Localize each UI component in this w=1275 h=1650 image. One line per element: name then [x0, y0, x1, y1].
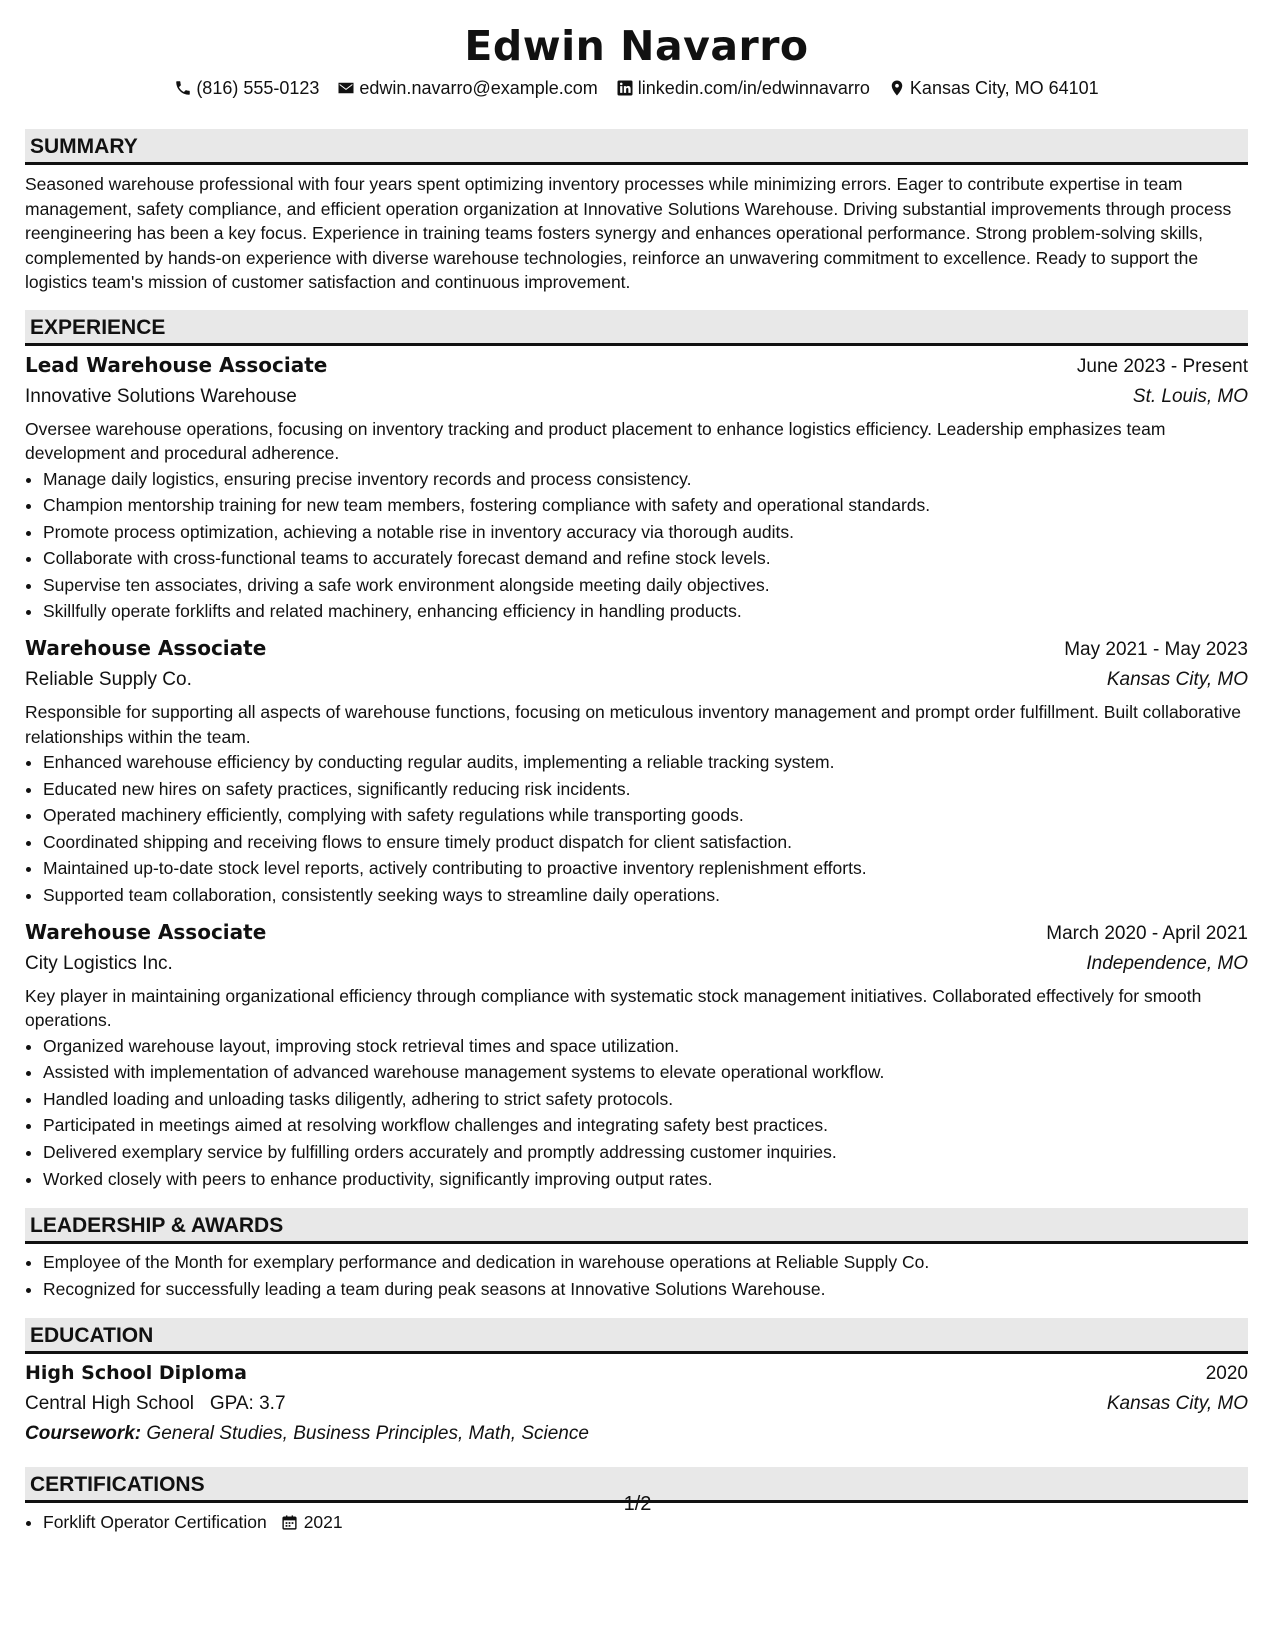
list-item: • Champion mentorship training for new team members, fostering compliance with safety and operational standards.	[43, 492, 1248, 519]
contact-linkedin[interactable]	[616, 76, 870, 100]
location-text: Kansas City, MO 64101	[909, 78, 1099, 98]
contact-phone	[174, 76, 319, 100]
job-location: Kansas City, MO	[1106, 669, 1248, 691]
job-bullets	[25, 749, 1248, 909]
resume-page	[25, 18, 1248, 1536]
section-heading: CERTIFICATIONS	[25, 1467, 1248, 1503]
job-dates: June 2023 - Present	[1076, 355, 1248, 377]
list-item: • Promote process optimization, achieving a notable rise in inventory accuracy via thorough audits.	[43, 519, 1248, 546]
summary-text: Seasoned warehouse professional with four years spent optimizing inventory processes while minimizing errors. Eager to contribute expertise in team management, safety compliance, and efficient operation organization at Innovative Solutions Warehouse. Driving substantial improvements through process reengineering has been a key focus. Experience in training teams fosters synergy and enhances operational performance. Strong problem-solving skills, complemented by hands-on experience with diverse warehouse technologies, reinforce an unwavering commitment to excellence. Ready to support the logistics team's mission of customer satisfaction and continuous improvement.	[25, 174, 1232, 292]
list-item: • Participated in meetings aimed at resolving workflow challenges and integrating safety best practices.	[43, 1112, 1248, 1139]
job-title: Lead Warehouse Associate	[25, 352, 328, 377]
list-item: • Collaborate with cross-functional teams to accurately forecast demand and refine stock levels.	[43, 545, 1248, 572]
list-item: • Manage daily logistics, ensuring precise inventory records and process consistency.	[43, 466, 1248, 493]
contact-location	[888, 76, 1099, 100]
list-item: • Organized warehouse layout, improving stock retrieval times and space utilization.	[43, 1033, 1248, 1060]
summary-section	[25, 129, 1248, 295]
cert-name: • Forklift Operator Certification	[43, 1512, 267, 1533]
awards-section	[25, 1208, 1248, 1302]
calendar-icon	[281, 1514, 298, 1531]
school-location: Kansas City, MO	[1106, 1393, 1248, 1415]
job-entry	[25, 350, 1248, 626]
candidate-name: Edwin Navarro	[464, 22, 809, 70]
phone-icon	[174, 79, 192, 97]
linkedin-icon	[616, 79, 634, 97]
job-bullets	[25, 1033, 1248, 1193]
job-title: Warehouse Associate	[25, 919, 267, 944]
job-location: St. Louis, MO	[1132, 385, 1248, 407]
job-company: Reliable Supply Co.	[25, 669, 192, 691]
list-item: • Recognized for successfully leading a team during peak seasons at Innovative Solutions Warehouse.	[43, 1276, 1248, 1303]
contact-email[interactable]	[337, 76, 597, 100]
job-location: Independence, MO	[1086, 952, 1248, 974]
job-company: City Logistics Inc.	[25, 952, 173, 974]
section-heading: SUMMARY	[25, 129, 1248, 165]
school-name: Central High School	[25, 1393, 194, 1415]
list-item: • Handled loading and unloading tasks diligently, adhering to strict safety protocols.	[43, 1086, 1248, 1113]
cert-year: 2021	[303, 1512, 343, 1533]
job-entry	[25, 917, 1248, 1193]
list-item: • Employee of the Month for exemplary performance and dedication in warehouse operations at Reliable Supply Co.	[43, 1249, 1248, 1276]
job-title: Warehouse Associate	[25, 636, 267, 661]
school-line	[25, 1389, 286, 1419]
awards-bullets	[25, 1249, 1248, 1302]
list-item: • Assisted with implementation of advanced warehouse management systems to elevate operational workflow.	[43, 1059, 1248, 1086]
map-pin-icon	[888, 79, 906, 97]
gpa: GPA: 3.7	[209, 1393, 286, 1415]
coursework-label: Coursework:	[25, 1423, 142, 1445]
graduation-year: 2020	[1205, 1363, 1248, 1385]
list-item: • Delivered exemplary service by fulfilling orders accurately and promptly addressing customer inquiries.	[43, 1139, 1248, 1166]
list-item: • Operated machinery efficiently, complying with safety regulations while transporting goods.	[43, 802, 1248, 829]
list-item: • Worked closely with peers to enhance productivity, significantly improving output rates.	[43, 1166, 1248, 1193]
job-company: Innovative Solutions Warehouse	[25, 385, 297, 407]
phone-text: (816) 555-0123	[196, 78, 320, 98]
list-item: • Enhanced warehouse efficiency by conducting regular audits, implementing a reliable tracking system.	[43, 749, 1248, 776]
linkedin-text: linkedin.com/in/edwinnavarro	[637, 78, 870, 98]
job-dates: March 2020 - April 2021	[1046, 922, 1248, 944]
list-item: • Supported team collaboration, consistently seeking ways to streamline daily operations.	[43, 882, 1248, 909]
list-item: • Supervise ten associates, driving a safe work environment alongside meeting daily objectives.	[43, 572, 1248, 599]
experience-section	[25, 310, 1248, 1193]
coursework-text: General Studies, Business Principles, Math, Science	[146, 1423, 589, 1445]
list-item: • Skillfully operate forklifts and related machinery, enhancing efficiency in handling products.	[43, 598, 1248, 625]
job-description: Oversee warehouse operations, focusing on inventory tracking and product placement to enhance logistics efficiency. Leadership emphasizes team development and procedural adherence.	[25, 418, 1166, 463]
section-heading: EDUCATION	[25, 1318, 1248, 1354]
job-bullets	[25, 466, 1248, 626]
job-entry	[25, 633, 1248, 909]
list-item: • Maintained up-to-date stock level reports, actively contributing to proactive inventory replenishment efforts.	[43, 855, 1248, 882]
contact-bar	[25, 76, 1248, 100]
coursework	[25, 1419, 1248, 1449]
job-description: Responsible for supporting all aspects of warehouse functions, focusing on meticulous inventory management and prompt order fulfillment. Built collaborative relationships within the team.	[25, 702, 1241, 747]
education-section	[25, 1318, 1248, 1449]
envelope-icon	[337, 79, 355, 97]
list-item: • Educated new hires on safety practices, significantly reducing risk incidents.	[43, 776, 1248, 803]
list-item: • Coordinated shipping and receiving flows to ensure timely product dispatch for client satisfaction.	[43, 829, 1248, 856]
job-dates: May 2021 - May 2023	[1064, 639, 1248, 661]
section-heading: LEADERSHIP & AWARDS	[25, 1208, 1248, 1244]
email-text: edwin.navarro@example.com	[359, 78, 598, 98]
degree: High School Diploma	[25, 1362, 247, 1385]
page-number: 1/2	[623, 1493, 652, 1515]
job-description: Key player in maintaining organizational efficiency through compliance with systematic stock management initiatives. Collaborated effectively for smooth operations.	[25, 985, 1202, 1031]
section-heading: EXPERIENCE	[25, 310, 1248, 346]
